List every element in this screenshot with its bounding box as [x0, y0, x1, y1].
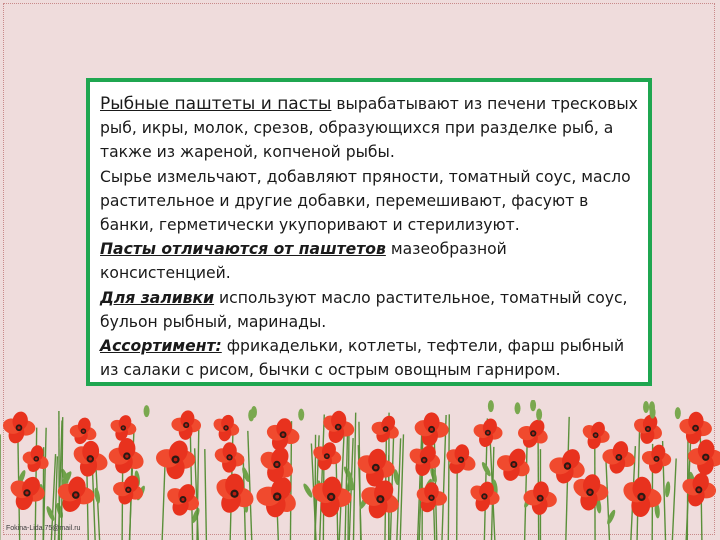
- paragraph-5: [100, 334, 640, 382]
- paragraph-4: [100, 286, 640, 334]
- paragraph-1: [100, 92, 640, 165]
- poppy-flowers-border: [0, 400, 720, 540]
- content-box: [86, 78, 652, 386]
- paragraph-2: Сырье измельчают, добавляют пряности, томатный соус, масло растительное и другие добавки, перемешивают, фасуют в банки, герметически укупоривают и стерилизуют.: [100, 167, 631, 235]
- paragraph-3-text: мазеобразной консистенцией.: [100, 240, 507, 283]
- author-credit: Fokina-Lida.75@mail.ru: [6, 525, 81, 532]
- paragraph-5-text: фрикадельки, котлеты, тефтели, фарш рыбный из салаки с рисом, бычки с острым овощным гарниром.: [100, 337, 625, 380]
- paragraph-3-lead: Пасты отличаются от паштетов: [100, 240, 386, 259]
- paragraph-5-lead: Ассортимент:: [100, 337, 222, 356]
- paragraph-4-text: используют масло растительное, томатный соус, бульон рыбный, маринады.: [100, 288, 628, 331]
- slide-title: Рыбные паштеты и пасты: [100, 94, 332, 114]
- paragraph-3: [100, 237, 640, 285]
- paragraph-4-lead: Для заливки: [100, 288, 215, 307]
- paragraph-1-text: вырабатывают из печени тресковых рыб, икры, молок, срезов, образующихся при разделке рыб, а также из жареной, копченой рыбы.: [100, 95, 638, 162]
